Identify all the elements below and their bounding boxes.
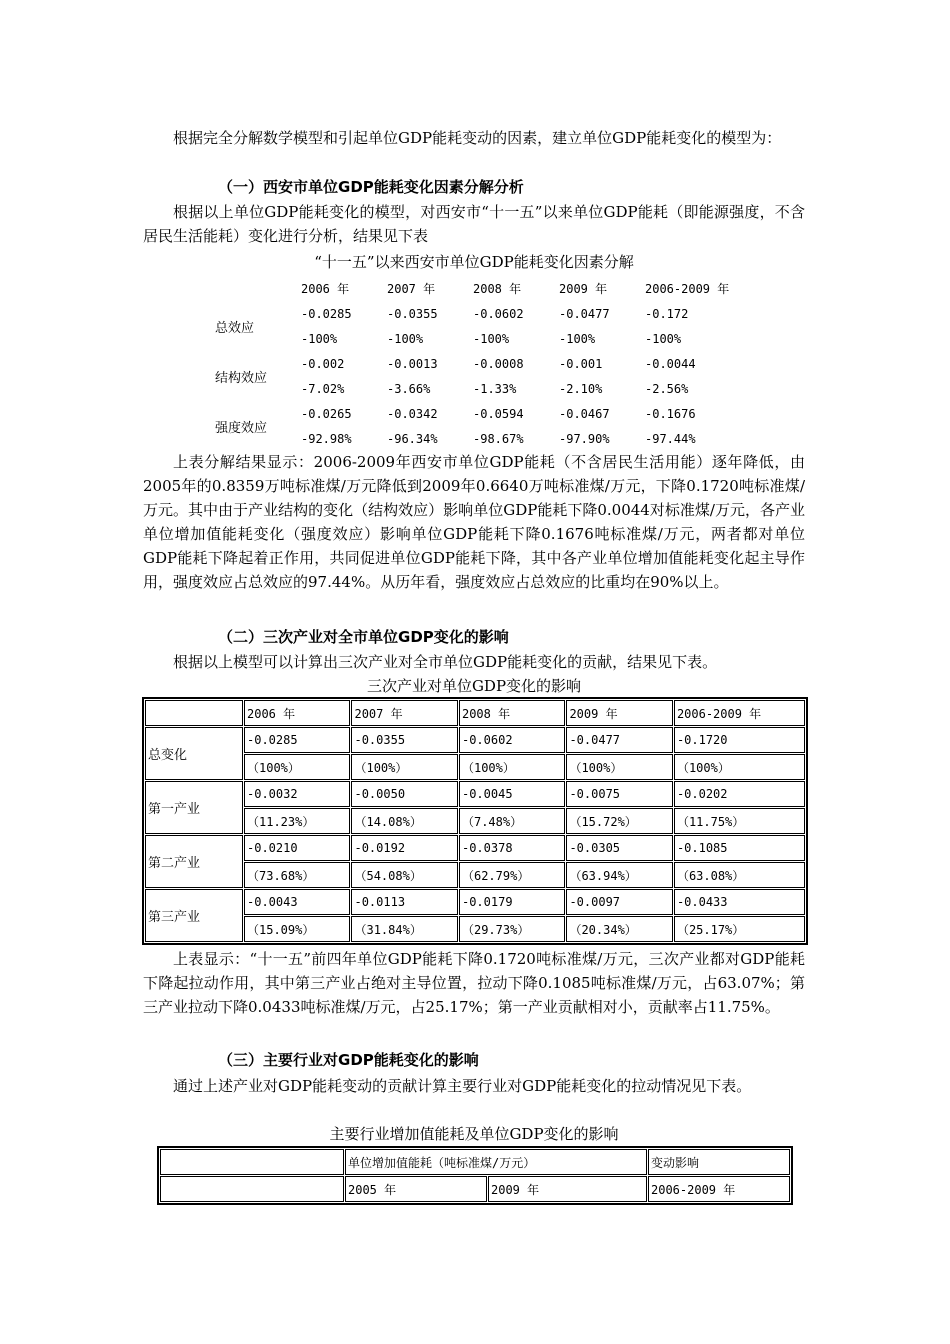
section3-paragraph: 通过上述产业对GDP能耗变动的贡献计算主要行业对GDP能耗变化的拉动情况见下表。 [173, 1077, 752, 1095]
section2-analysis-paragraph: 上表显示：“十一五”前四年单位GDP能耗下降0.1720吨标准煤/万元，三次产业都对GDP能耗下降起拉动作用，其中第三产业占绝对主导位置，拉动下降0.1085吨标准煤/万元，占63.07%；第三产业拉动下降0.0433吨标准煤/万元，占25.17%；第一产业贡献相对小，贡献率占11.75%。 [143, 950, 805, 1016]
row-label: 总变化 [145, 727, 243, 780]
table-cell: -0.0043 [244, 889, 350, 915]
table-cell: （100%） [244, 754, 350, 780]
table-cell: -97.90% [559, 431, 610, 446]
section3-heading: （三）主要行业对GDP能耗变化的影响 [218, 1051, 479, 1069]
table-cell: （100%） [674, 754, 805, 780]
table-cell: -0.001 [559, 356, 603, 371]
table-cell: -98.67% [473, 431, 524, 446]
table-cell: （11.75%） [674, 808, 805, 834]
table-cell: -0.172 [645, 306, 689, 321]
table2-industries [142, 697, 808, 945]
table-row [215, 301, 731, 326]
table-row [145, 727, 805, 753]
table-cell: -0.0467 [559, 406, 610, 421]
table-row [215, 351, 731, 376]
table-row [215, 401, 731, 426]
table-cell: -0.0032 [244, 781, 350, 807]
table-cell: （73.68%） [244, 862, 350, 888]
table-cell: -0.0355 [387, 306, 438, 321]
table3-subheader-row [160, 1176, 790, 1202]
table-cell: -3.66% [387, 381, 431, 396]
table-cell: -100% [301, 331, 338, 346]
row-label: 结构效应 [215, 370, 268, 386]
table-header-cell [160, 1149, 344, 1175]
table-cell: -0.0210 [244, 835, 350, 861]
table-header-cell: 2006-2009 年 [648, 1176, 790, 1202]
table-header-cell: 2008 年 [473, 282, 522, 296]
table-cell: -0.0378 [459, 835, 565, 861]
table-cell: （7.48%） [459, 808, 565, 834]
table-header-cell: 2005 年 [345, 1176, 487, 1202]
table-header-cell: 2007 年 [351, 700, 457, 726]
table-cell: -0.0342 [387, 406, 438, 421]
table-row [145, 754, 805, 780]
table-header-cell: 2006 年 [301, 282, 350, 296]
table-cell: -0.0285 [301, 306, 352, 321]
table-cell: -97.44% [645, 431, 696, 446]
table-cell: （31.84%） [351, 916, 457, 942]
table-row [145, 916, 805, 942]
table-header-cell: 2006-2009 年 [645, 282, 730, 296]
table-row [145, 781, 805, 807]
row-label: 第二产业 [145, 835, 243, 888]
row-label: 第三产业 [145, 889, 243, 942]
table-cell: -100% [387, 331, 424, 346]
table-cell: -0.0192 [351, 835, 457, 861]
table-cell: -7.02% [301, 381, 345, 396]
table-row [145, 862, 805, 888]
table1-caption: “十一五”以来西安市单位GDP能耗变化因素分解 [314, 253, 634, 271]
table3-major-industries [157, 1146, 793, 1205]
table-cell: （100%） [351, 754, 457, 780]
table-cell: -0.0202 [674, 781, 805, 807]
table-row [145, 889, 805, 915]
table-cell: -0.0477 [559, 306, 610, 321]
table-cell: -1.33% [473, 381, 517, 396]
section1-analysis-paragraph: 上表分解结果显示：2006-2009年西安市单位GDP能耗（不含居民生活用能）逐年降低，由2005年的0.8359万吨标准煤/万元降低到2009年0.6640万吨标准煤/万元，下降0.1720吨标准煤/万元。其中由于产业结构的变化（结构效应）影响单位GDP能耗下降0.0044对标准煤/万元，各产业单位增加值能耗变化（强度效应）影响单位GDP能耗下降0.1676吨标准煤/万元，两者都对单位GDP能耗下降起着正作用，共同促进单位GDP能耗下降，其中各产业单位增加值能耗变化起主导作用，强度效应占总效应的97.44%。从历年看，强度效应占总效应的比重均在90%以上。 [143, 453, 805, 591]
table-cell: -0.0044 [645, 356, 696, 371]
table-header-cell: 单位增加值能耗（吨标准煤/万元） [345, 1149, 647, 1175]
table-cell: -0.0097 [566, 889, 672, 915]
table-cell: -0.0013 [387, 356, 438, 371]
table-cell: -0.0008 [473, 356, 524, 371]
table-cell: -0.1085 [674, 835, 805, 861]
row-label: 总效应 [215, 320, 255, 336]
table-cell: -0.0602 [459, 727, 565, 753]
table-header-cell: 2009 年 [559, 282, 608, 296]
table-header-cell: 2006 年 [244, 700, 350, 726]
table-cell: -0.0355 [351, 727, 457, 753]
table-cell: （20.34%） [566, 916, 672, 942]
table-cell: （100%） [566, 754, 672, 780]
table-cell: -0.0045 [459, 781, 565, 807]
table-cell: -2.10% [559, 381, 603, 396]
row-label: 强度效应 [215, 420, 268, 436]
table-header-cell: 2009 年 [488, 1176, 647, 1202]
table-row [145, 835, 805, 861]
table-cell: -0.0433 [674, 889, 805, 915]
table2-caption: 三次产业对单位GDP变化的影响 [366, 677, 582, 695]
table-cell: -92.98% [301, 431, 352, 446]
section2-heading: （二）三次产业对全市单位GDP变化的影响 [218, 628, 509, 646]
table-cell: （14.08%） [351, 808, 457, 834]
table-cell: -100% [645, 331, 682, 346]
table-cell: （63.94%） [566, 862, 672, 888]
table-row [145, 808, 805, 834]
table-cell: -0.002 [301, 356, 345, 371]
table-cell: -0.0594 [473, 406, 524, 421]
table-cell: -0.1720 [674, 727, 805, 753]
table-cell: （62.79%） [459, 862, 565, 888]
table-cell: -0.0179 [459, 889, 565, 915]
table1-effects [215, 276, 731, 451]
table-cell: -0.0265 [301, 406, 352, 421]
table-header-cell: 2009 年 [566, 700, 672, 726]
table-cell: （54.08%） [351, 862, 457, 888]
table-cell: -0.0602 [473, 306, 524, 321]
table-cell: -2.56% [645, 381, 689, 396]
intro-paragraph: 根据完全分解数学模型和引起单位GDP能耗变动的因素，建立单位GDP能耗变化的模型为： [173, 129, 782, 147]
section2-paragraph: 根据以上模型可以计算出三次产业对全市单位GDP能耗变化的贡献，结果见下表。 [173, 653, 718, 671]
table-cell: （15.09%） [244, 916, 350, 942]
section1-paragraph: 根据以上单位GDP能耗变化的模型，对西安市“十一五”以来单位GDP能耗（即能源强度，不含居民生活能耗）变化进行分析，结果见下表 [143, 203, 805, 245]
table-cell: -100% [559, 331, 596, 346]
table-cell: -96.34% [387, 431, 438, 446]
table-cell: -0.0305 [566, 835, 672, 861]
table-cell: （15.72%） [566, 808, 672, 834]
table-cell: （11.23%） [244, 808, 350, 834]
table-header-cell: 变动影响 [648, 1149, 790, 1175]
table1-header-row [215, 276, 731, 301]
table-cell: -0.0075 [566, 781, 672, 807]
table-cell: （63.08%） [674, 862, 805, 888]
section1-heading: （一）西安市单位GDP能耗变化因素分解分析 [218, 178, 524, 196]
table-cell: （100%） [459, 754, 565, 780]
table-header-cell [160, 1176, 344, 1202]
table2-header-row [145, 700, 805, 726]
table-header-cell: 2006-2009 年 [674, 700, 805, 726]
table-cell: （29.73%） [459, 916, 565, 942]
row-label: 第一产业 [145, 781, 243, 834]
table3-caption: 主要行业增加值能耗及单位GDP变化的影响 [329, 1125, 619, 1143]
table-cell: -0.0050 [351, 781, 457, 807]
table-cell: -100% [473, 331, 510, 346]
table3-header-row [160, 1149, 790, 1175]
table-cell: -0.0285 [244, 727, 350, 753]
table-cell: -0.0113 [351, 889, 457, 915]
table-header-cell: 2008 年 [459, 700, 565, 726]
table-cell: -0.1676 [645, 406, 696, 421]
table-cell: （25.17%） [674, 916, 805, 942]
table-cell: -0.0477 [566, 727, 672, 753]
table-header-cell: 2007 年 [387, 282, 436, 296]
